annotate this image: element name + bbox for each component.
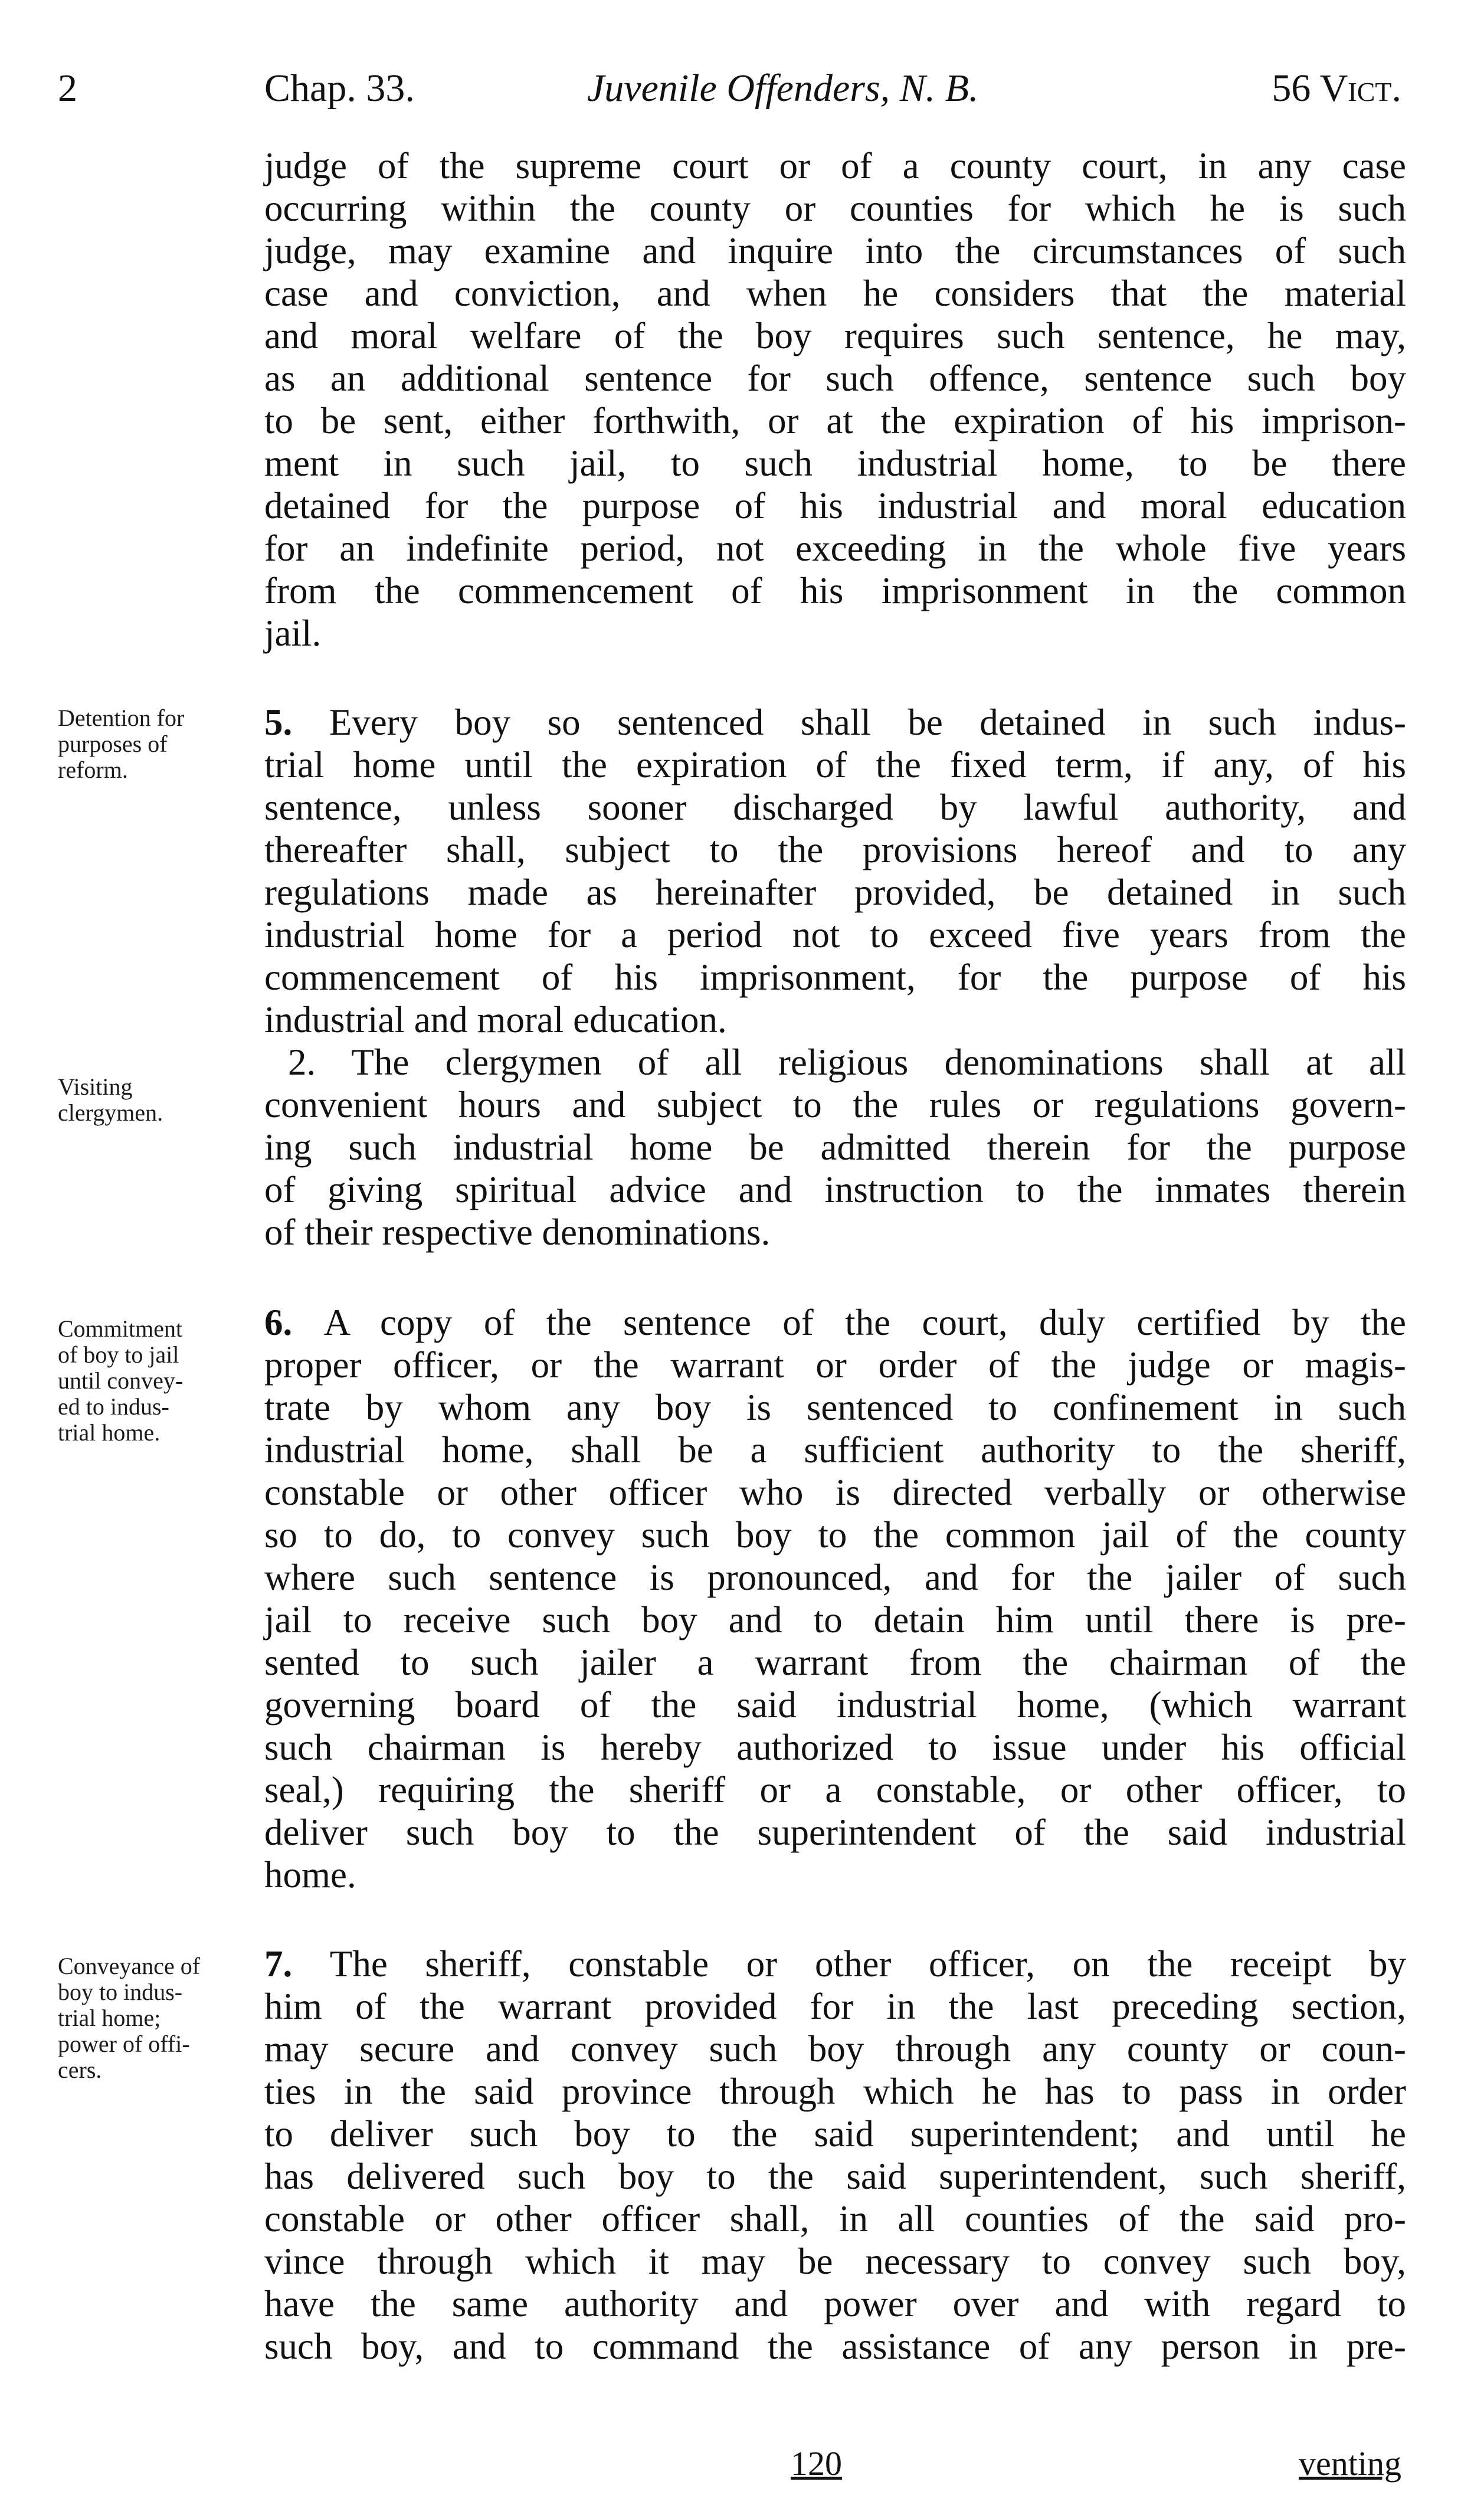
text-line: from the commencement of his imprisonment in the common bbox=[264, 570, 1406, 611]
text-line: case and conviction, and when he considers that the material bbox=[264, 273, 1406, 314]
sidenote-line: clergymen. bbox=[58, 1099, 163, 1126]
text-line: such chairman is hereby authorized to issue under his official bbox=[264, 1727, 1406, 1768]
page-number: 2 bbox=[58, 67, 77, 110]
text-line: for an indefinite period, not exceeding in the whole five years bbox=[264, 528, 1406, 569]
text-line: has delivered such boy to the said superintendent, such sheriff, bbox=[264, 2156, 1406, 2197]
sidenote-line: trial home; bbox=[58, 2005, 161, 2031]
sidenote-line: power of offi- bbox=[58, 2031, 190, 2057]
text-line: deliver such boy to the superintendent of the said industrial bbox=[264, 1812, 1406, 1853]
text-line: vince through which it may be necessary to convey such boy, bbox=[264, 2241, 1406, 2282]
text-line: industrial and moral education. bbox=[264, 999, 727, 1040]
text-line: to deliver such boy to the said superintendent; and until he bbox=[264, 2113, 1406, 2155]
text-line: of giving spiritual advice and instruction to the inmates therein bbox=[264, 1169, 1406, 1210]
text-line: home. bbox=[264, 1854, 356, 1895]
section-number: 5. bbox=[264, 702, 293, 743]
text-line: proper officer, or the warrant or order of the judge or magis- bbox=[264, 1344, 1406, 1386]
section-5 bbox=[264, 701, 1406, 1253]
sidenote-line: Visiting bbox=[58, 1073, 133, 1100]
text-line: commencement of his imprisonment, for the purpose of his bbox=[264, 957, 1406, 998]
text-line: ment in such jail, to such industrial home, to be there bbox=[264, 443, 1406, 484]
text-line-first bbox=[264, 1301, 1406, 1344]
text-line-first bbox=[264, 1943, 1406, 1985]
sidenote-line: purposes of bbox=[58, 731, 168, 757]
text-line: trate by whom any boy is sentenced to confinement in such bbox=[264, 1387, 1406, 1428]
text-line: judge of the supreme court or of a county court, in any case bbox=[264, 145, 1406, 186]
text-line: sentence, unless sooner discharged by lawful authority, and bbox=[264, 787, 1406, 828]
page-footer bbox=[0, 2443, 1484, 2484]
section-number: 7. bbox=[264, 1943, 293, 1985]
text-line: him of the warrant provided for in the last preceding section, bbox=[264, 1986, 1406, 2027]
text-line: to be sent, either forthwith, or at the expiration of his imprison- bbox=[264, 400, 1406, 441]
text-line-first bbox=[264, 701, 1406, 744]
sidenote-line: boy to indus- bbox=[58, 1979, 183, 2005]
text-line: constable or other officer shall, in all counties of the said pro- bbox=[264, 2198, 1406, 2239]
text-line: and moral welfare of the boy requires such sentence, he may, bbox=[264, 315, 1406, 356]
text-line: industrial home, shall be a sufficient authority to the sheriff, bbox=[264, 1429, 1406, 1471]
text-line: trial home until the expiration of the fixed term, if any, of his bbox=[264, 744, 1406, 785]
text-line: constable or other officer who is directed verbally or otherwise bbox=[264, 1472, 1406, 1513]
sidenote-detention bbox=[58, 705, 261, 783]
sidenote-line: Conveyance of bbox=[58, 1953, 201, 1979]
section-7 bbox=[264, 1943, 1406, 2368]
catchword: venting bbox=[1299, 2444, 1401, 2483]
sidenote-line: of boy to jail bbox=[58, 1341, 179, 1368]
text-line: seal,) requiring the sheriff or a constable, or other officer, to bbox=[264, 1769, 1406, 1810]
text-line: jail. bbox=[264, 613, 322, 654]
sidenote-line: cers. bbox=[58, 2057, 102, 2083]
text-line: sented to such jailer a warrant from the chairman of the bbox=[264, 1642, 1406, 1683]
regnal-year: 56 Vict. bbox=[1272, 67, 1401, 110]
text-line: convenient hours and subject to the rules or regulations govern- bbox=[264, 1084, 1406, 1125]
text-line: jail to receive such boy and to detain him until there is pre- bbox=[264, 1599, 1406, 1641]
chapter-label: Chap. 33. bbox=[264, 67, 415, 110]
text-line: may secure and convey such boy through any county or coun- bbox=[264, 2028, 1406, 2070]
sidenote-commitment bbox=[58, 1316, 261, 1446]
text-line: occurring within the county or counties for which he is such bbox=[264, 188, 1406, 229]
text-line: detained for the purpose of his industrial and moral education bbox=[264, 485, 1406, 526]
text-line: regulations made as hereinafter provided, be detained in such bbox=[264, 872, 1406, 913]
text-line: governing board of the said industrial home, (which warrant bbox=[264, 1684, 1406, 1725]
text-fragment: Every boy so sentenced shall be detained in such indus- bbox=[329, 702, 1407, 743]
text-line: have the same authority and power over and with regard to bbox=[264, 2283, 1406, 2324]
text-line: ties in the said province through which he has to pass in order bbox=[264, 2071, 1406, 2112]
text-line: so to do, to convey such boy to the common jail of the county bbox=[264, 1514, 1406, 1556]
text-line: of their respective denominations. bbox=[264, 1212, 771, 1253]
sidenote-line: ed to indus- bbox=[58, 1393, 169, 1420]
section-6 bbox=[264, 1301, 1406, 1896]
sidenote-line: reform. bbox=[58, 757, 128, 783]
folio-number: 120 bbox=[791, 2444, 842, 2483]
text-fragment: A copy of the sentence of the court, duly certified by the bbox=[323, 1302, 1407, 1343]
text-line-subsection: 2. The clergymen of all religious denominations shall at all bbox=[288, 1042, 1406, 1083]
text-line: such boy, and to command the assistance of any person in pre- bbox=[264, 2326, 1406, 2367]
text-line: ing such industrial home be admitted therein for the purpose bbox=[264, 1127, 1406, 1168]
running-title: Juvenile Offenders, N. B. bbox=[587, 67, 979, 110]
text-line: thereafter shall, subject to the provisions hereof and to any bbox=[264, 829, 1406, 870]
text-line: industrial home for a period not to exceed five years from the bbox=[264, 914, 1406, 955]
text-line: as an additional sentence for such offence, sentence such boy bbox=[264, 358, 1406, 399]
sidenote-line: Detention for bbox=[58, 705, 185, 731]
sidenote-visiting-clergymen bbox=[58, 1074, 261, 1126]
text-fragment: The sheriff, constable or other officer, on the receipt by bbox=[329, 1943, 1406, 1985]
text-line: where such sentence is pronounced, and for the jailer of such bbox=[264, 1557, 1406, 1598]
running-header bbox=[0, 56, 1484, 121]
sidenote-line: trial home. bbox=[58, 1419, 160, 1446]
sidenote-line: until convey- bbox=[58, 1367, 184, 1394]
section-number: 6. bbox=[264, 1302, 293, 1343]
paragraph-continuation bbox=[264, 145, 1406, 654]
text-line: judge, may examine and inquire into the circumstances of such bbox=[264, 230, 1406, 271]
sidenote-conveyance bbox=[58, 1953, 261, 2083]
sidenote-line: Commitment bbox=[58, 1315, 183, 1342]
